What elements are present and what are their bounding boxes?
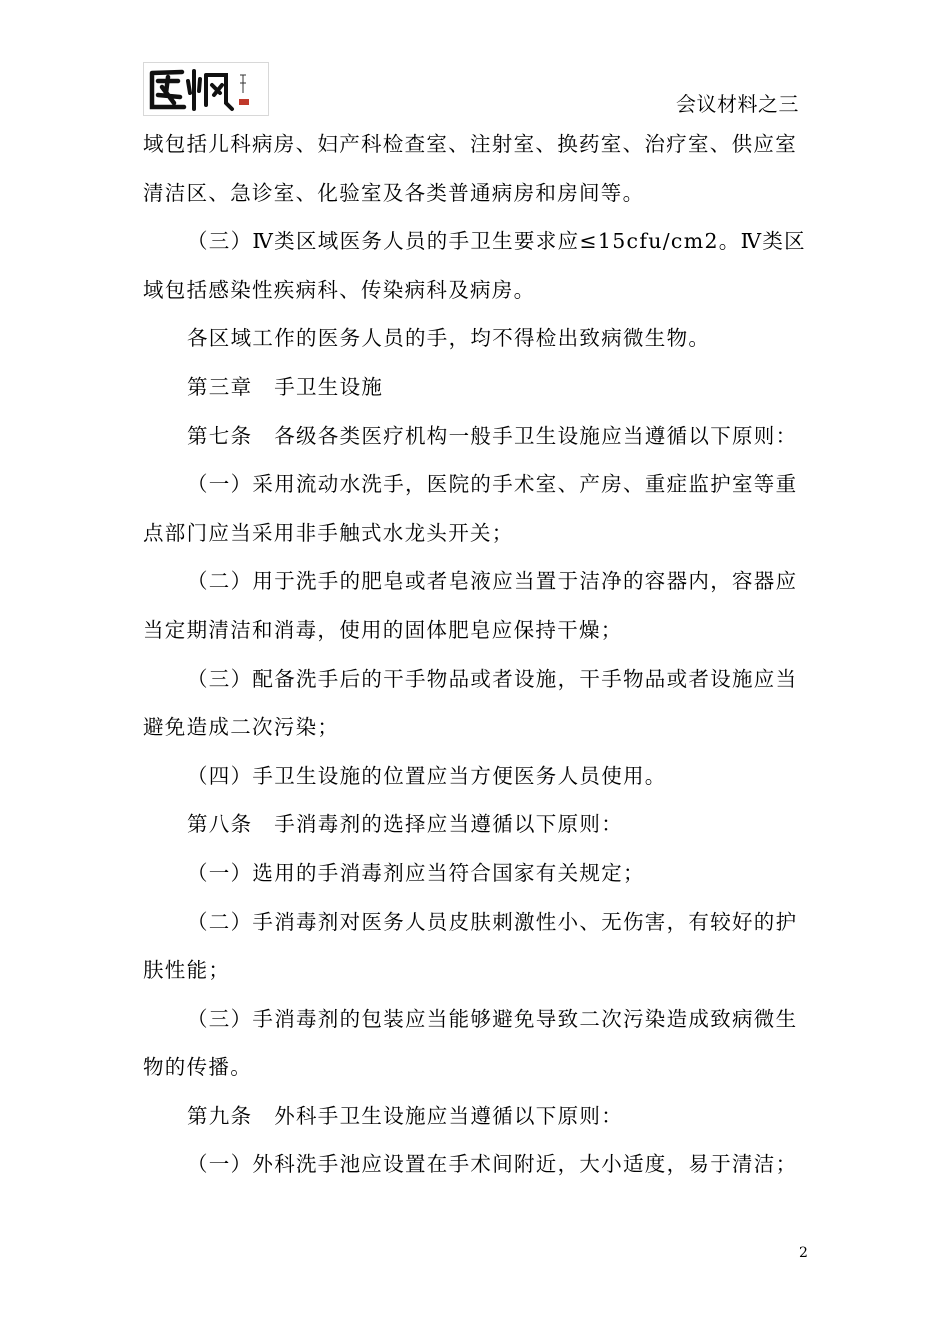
paragraph-continuation: 域包括儿科病房、妇产科检查室、注射室、换药室、治疗室、供应室清洁区、急诊室、化验室及各类普通病房和房间等。	[143, 132, 797, 205]
paragraph: （一）采用流动水洗手，医院的手术室、产房、重症监护室等重点部门应当采用非手触式水龙头开关；	[143, 472, 798, 545]
document-body	[143, 120, 807, 1189]
article-heading: 第八条 手消毒剂的选择应当遵循以下原则：	[187, 812, 623, 837]
logo	[143, 62, 269, 116]
paragraph: （二）用于洗手的肥皂或者皂液应当置于洁净的容器内，容器应当定期清洁和消毒，使用的固体肥皂应保持干燥；	[143, 569, 798, 642]
paragraph: （四）手卫生设施的位置应当方便医务人员使用。	[187, 763, 667, 788]
article-heading: 第九条 外科手卫生设施应当遵循以下原则：	[187, 1103, 623, 1128]
paragraph: 各区域工作的医务人员的手，均不得检出致病微生物。	[187, 326, 711, 351]
paragraph: （一）外科洗手池应设置在手术间附近，大小适度，易于清洁；	[187, 1152, 798, 1177]
paragraph: （三）Ⅳ类区域医务人员的手卫生要求应≤15cfu/cm2。Ⅳ类区域包括感染性疾病科、传染病科及病房。	[143, 229, 806, 302]
chapter-heading: 第三章 手卫生设施	[187, 374, 384, 399]
paragraph: （二）手消毒剂对医务人员皮肤刺激性小、无伤害，有较好的护肤性能；	[143, 909, 798, 983]
document-label: 会议材料之三	[676, 92, 799, 116]
logo-calligraphy-icon	[144, 63, 268, 115]
page-number: 2	[799, 1245, 808, 1261]
paragraph: （三）配备洗手后的干手物品或者设施，干手物品或者设施应当避免造成二次污染；	[143, 666, 798, 740]
paragraph: （三）手消毒剂的包装应当能够避免导致二次污染造成致病微生物的传播。	[143, 1006, 798, 1080]
article-heading: 第七条 各级各类医疗机构一般手卫生设施应当遵循以下原则：	[187, 423, 798, 448]
paragraph: （一）选用的手消毒剂应当符合国家有关规定；	[187, 860, 645, 885]
